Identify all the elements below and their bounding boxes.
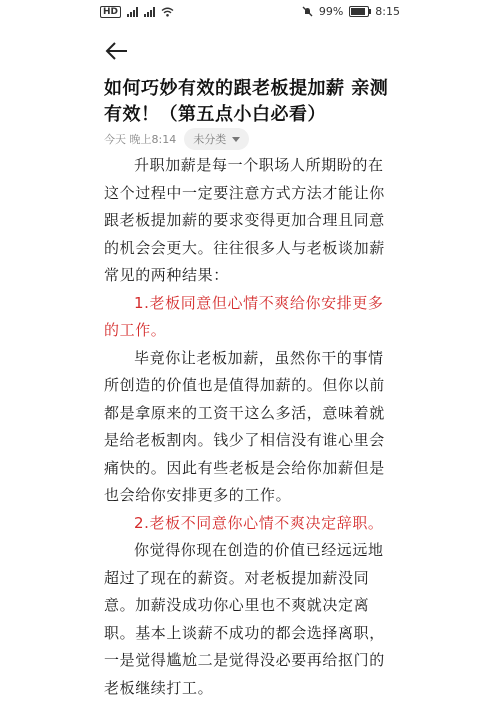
paragraph: 你觉得你现在创造的价值已经远远地超过了现在的薪资。对老板提加薪没同意。加薪没成功你心里也不爽就决定离职。基本上谈薪不成功的都会选择离职，一是觉得尴尬二是觉得没必要再给抠门的老板继续打工。 (104, 541, 385, 697)
category-selector[interactable] (184, 128, 249, 150)
hd-indicator: HD (100, 6, 121, 18)
article-title: 如何巧妙有效的跟老板提加薪 亲测有效！（第五点小白必看） (104, 78, 389, 125)
paragraph: 毕竟你让老板加薪，虽然你干的事情所创造的价值也是值得加薪的。但你以前都是拿原来的工资干这么多活，意味着就是给老板割肉。钱少了相信没有谁心里会痛快的。因此有些老板是会给你加薪但是也会给你安排更多的工作。 (104, 348, 385, 504)
highlight-paragraph: 1.老板同意但心情不爽给你安排更多的工作。 (104, 293, 384, 339)
back-arrow-icon (104, 38, 130, 64)
battery-icon (349, 6, 369, 17)
category-label: 未分类 (193, 133, 227, 146)
battery-percent: 99% (318, 5, 344, 18)
article-body (104, 152, 398, 702)
status-left (100, 6, 174, 18)
triangle-down-icon (232, 137, 240, 142)
wifi-icon (161, 7, 174, 17)
mute-icon (302, 6, 313, 17)
signal-2-icon (144, 7, 155, 17)
article-date: 今天 晚上8:14 (104, 133, 177, 146)
back-button[interactable] (104, 38, 130, 64)
status-right (302, 5, 400, 18)
article-meta (104, 128, 249, 150)
highlight-paragraph: 2.老板不同意你心情不爽决定辞职。 (134, 513, 384, 532)
paragraph: 升职加薪是每一个职场人所期盼的在这个过程中一定要注意方式方法才能让你跟老板提加薪的要求变得更加合理且同意的机会会更大。往往很多人与老板谈加薪常见的两种结果： (104, 156, 385, 284)
signal-icon (127, 7, 138, 17)
clock: 8:15 (375, 5, 400, 18)
status-bar (0, 0, 500, 26)
